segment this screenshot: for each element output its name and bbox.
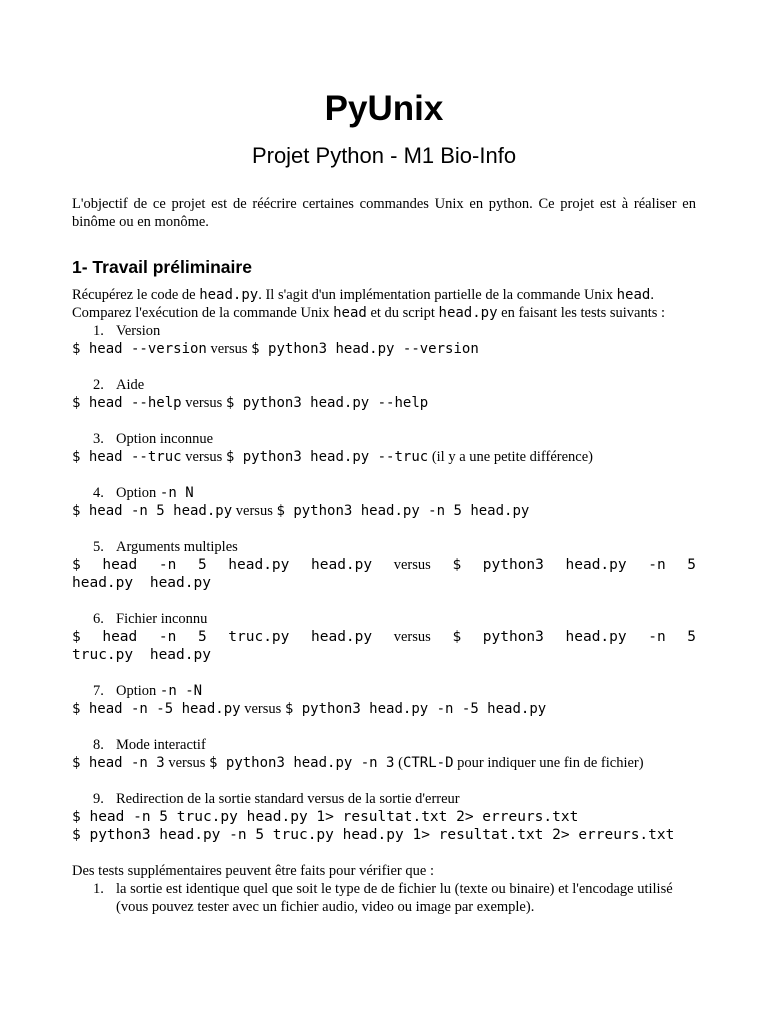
page-subtitle: Projet Python - M1 Bio-Info xyxy=(251,143,517,168)
list-item-title: 8. Mode interactif xyxy=(93,737,206,753)
command-line: $ python3 head.py -n 5 truc.py head.py 1> resultat.txt 2> erreurs.txt xyxy=(72,827,675,843)
inline-code: head.py xyxy=(438,305,498,321)
command-line: $ head -n 5 truc.py head.py versus $ python3 head.py -n 5 truc.py head.py xyxy=(72,629,697,663)
list-item-title: 4. Option -n N xyxy=(93,485,194,501)
list-item-title: 2. Aide xyxy=(93,377,145,393)
command-line: $ head -n 5 truc.py head.py 1> resultat.txt 2> erreurs.txt xyxy=(72,809,579,825)
command-line: $ head --help versus $ python3 head.py --help xyxy=(72,395,429,411)
inline-code: head xyxy=(616,287,651,303)
list-item: 1. la sortie est identique quel que soit le type de de fichier lu (texte ou binaire) et l'encodage utilisé (vous pouvez tester avec un fichier audio, video ou image par exemple). xyxy=(93,881,673,915)
instr-text: et du script xyxy=(366,305,439,321)
instr-text: en faisant les tests suivants : xyxy=(497,305,666,321)
inline-code: head.py xyxy=(199,287,259,303)
command-line: $ head --truc versus $ python3 head.py --truc (il y a une petite différence) xyxy=(72,449,593,465)
list-item-title: 9. Redirection de la sortie standard versus de la sortie d'erreur xyxy=(93,791,460,807)
list-item-title: 5. Arguments multiples xyxy=(93,539,238,555)
intro-paragraph: L'objectif de ce projet est de réécrire certaines commandes Unix en python. Ce projet est à réaliser en binôme ou en monôme. xyxy=(72,196,696,230)
list-item-title: 1. Version xyxy=(93,323,161,339)
section-heading: 1- Travail préliminaire xyxy=(72,257,252,277)
command-line: $ head -n 5 head.py head.py versus $ python3 head.py -n 5 head.py head.py xyxy=(72,557,697,591)
instructions-paragraph xyxy=(72,286,696,322)
list-item-title: 6. Fichier inconnu xyxy=(93,611,208,627)
command-line: $ head --version versus $ python3 head.py --version xyxy=(72,341,479,357)
list-item-title: 3. Option inconnue xyxy=(93,431,214,447)
command-line: $ head -n -5 head.py versus $ python3 head.py -n -5 head.py xyxy=(72,701,547,717)
inline-code: head xyxy=(333,305,367,321)
list-item-title: 7. Option -n -N xyxy=(93,683,203,699)
page-title: PyUnix xyxy=(324,89,444,128)
tests-intro: Des tests supplémentaires peuvent être faits pour vérifier que : xyxy=(72,863,434,879)
instr-text: Comparez l'exécution de la commande Unix xyxy=(72,305,334,321)
instr-text: Récupérez le code de xyxy=(72,287,200,303)
command-line: $ head -n 3 versus $ python3 head.py -n 3 (CTRL-D pour indiquer une fin de fichier) xyxy=(72,755,644,771)
instr-text: . Il s'agit d'un implémentation partielle de la commande Unix xyxy=(258,287,617,303)
instr-text: . xyxy=(650,287,654,303)
command-line: $ head -n 5 head.py versus $ python3 head.py -n 5 head.py xyxy=(72,503,530,519)
